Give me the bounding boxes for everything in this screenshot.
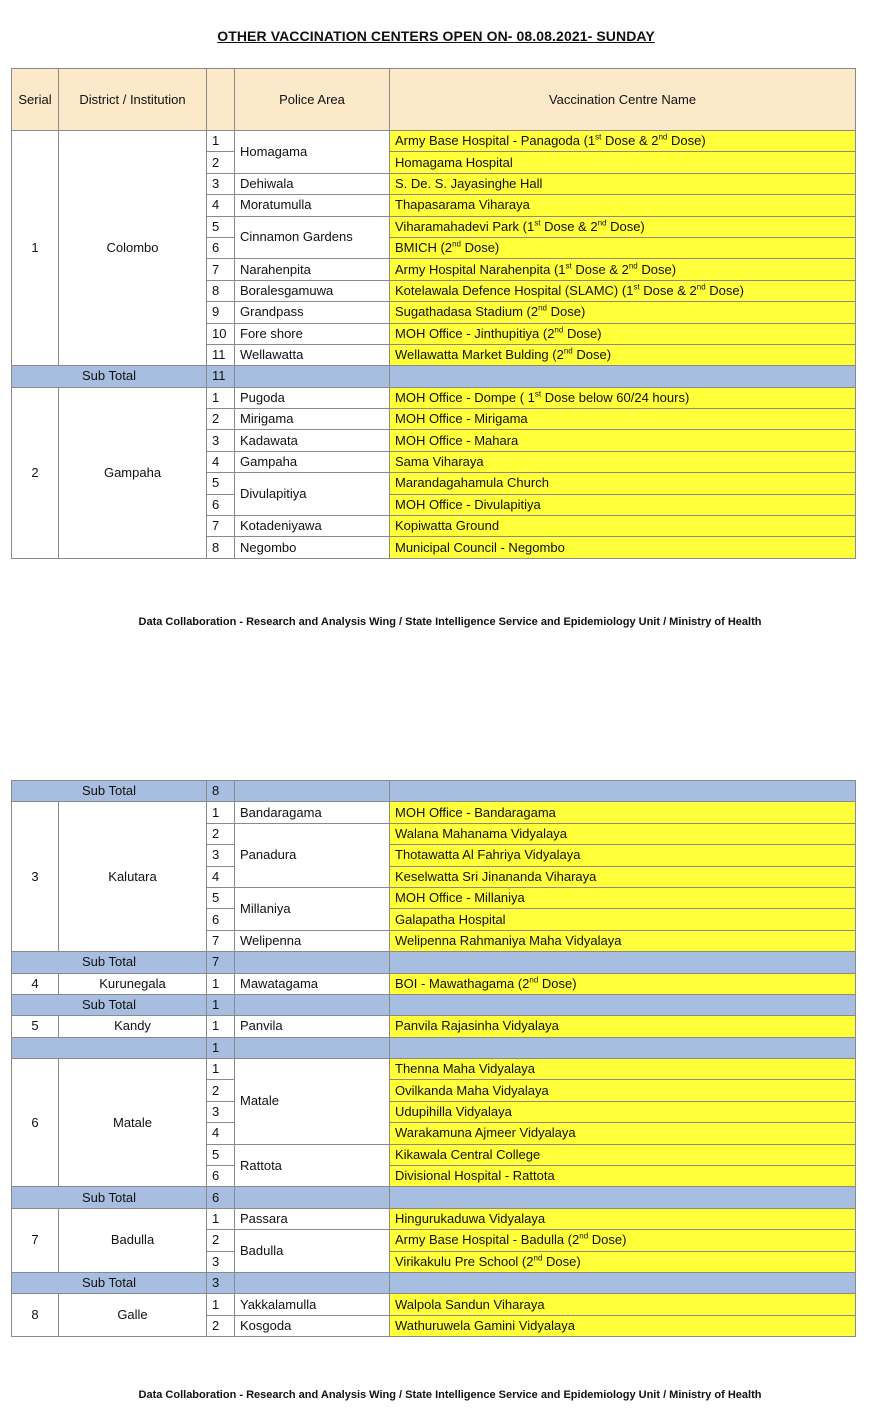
sub-total-label: Sub Total [12, 1272, 207, 1293]
centre-name-text: Hingurukaduwa Vidyalaya [395, 1211, 546, 1226]
row-number: 2 [207, 1080, 235, 1101]
centre-name-cell [390, 152, 856, 173]
sub-total-row [12, 1187, 856, 1208]
police-area-cell: Wellawatta [235, 344, 390, 365]
centre-name-cell [390, 302, 856, 323]
row-number: 4 [207, 451, 235, 472]
row-number: 2 [207, 152, 235, 173]
police-area-cell: Panadura [235, 823, 390, 887]
police-area-cell: Kadawata [235, 430, 390, 451]
row-number: 6 [207, 237, 235, 258]
sub-total-label: Sub Total [12, 994, 207, 1015]
row-number: 6 [207, 1166, 235, 1187]
row-number: 10 [207, 323, 235, 344]
sub-total-row [12, 781, 856, 802]
footer-credit: Data Collaboration - Research and Analysis Wing / State Intelligence Service and Epidemiology Unit / Ministry of Health [138, 1389, 762, 1401]
serial-cell: 4 [12, 973, 59, 994]
centre-name-text: MOH Office - Mirigama [395, 411, 528, 427]
row-number: 5 [207, 216, 235, 237]
row-number: 7 [207, 259, 235, 280]
centre-name-cell [390, 1294, 856, 1315]
centre-name-text: Walana Mahanama Vidyalaya [395, 825, 567, 841]
centre-name-text: MOH Office - Bandaragama [395, 804, 556, 820]
centre-name-text: Walpola Sandun Viharaya [395, 1296, 545, 1312]
header-centre-name: Vaccination Centre Name [390, 69, 856, 131]
centre-name-cell [390, 237, 856, 258]
row-number: 1 [207, 387, 235, 408]
centre-name-text: Divisional Hospital - Rattota [395, 1168, 555, 1184]
centre-name-cell [390, 409, 856, 430]
centre-name-text: Panvila Rajasinha Vidyalaya [395, 1018, 559, 1034]
sub-total-value: 8 [207, 781, 235, 802]
centre-name-text: Kopiwatta Ground [395, 518, 500, 534]
police-area-cell: Boralesgamuwa [235, 280, 390, 301]
centre-name-cell [390, 344, 856, 365]
sub-total-value: 11 [207, 366, 235, 387]
centre-name-text: Marandagahamula Church [395, 475, 549, 491]
centre-name-text: Kikawala Central College [395, 1146, 541, 1162]
row-number: 5 [207, 473, 235, 494]
serial-cell: 3 [12, 802, 59, 952]
police-area-cell: Divulapitiya [235, 473, 390, 516]
centre-name-cell [390, 131, 856, 152]
district-cell: Gampaha [59, 387, 207, 558]
table-row [12, 973, 856, 994]
centre-name-text: Keselwatta Sri Jinananda Viharaya [395, 868, 597, 884]
row-number: 1 [207, 1059, 235, 1080]
row-number: 8 [207, 280, 235, 301]
police-area-cell: Dehiwala [235, 173, 390, 194]
centre-name-cell [390, 973, 856, 994]
centre-name-text: Thotawatta Al Fahriya Vidyalaya [395, 847, 581, 863]
row-number: 3 [207, 1101, 235, 1122]
police-area-cell: Rattota [235, 1144, 390, 1187]
centre-name-text: Ovilkanda Maha Vidyalaya [395, 1082, 549, 1098]
sub-total-value: 3 [207, 1272, 235, 1293]
police-area-cell: Kosgoda [235, 1315, 390, 1336]
header-police-area: Police Area [235, 69, 390, 131]
row-number: 1 [207, 973, 235, 994]
sub-total-row [12, 1272, 856, 1293]
header-district: District / Institution [59, 69, 207, 131]
police-area-cell: Panvila [235, 1016, 390, 1037]
centre-name-text: BMICH (2nd Dose) [395, 239, 500, 256]
row-number: 5 [207, 1144, 235, 1165]
centre-name-text: Army Hospital Narahenpita (1st Dose & 2nd Dose) [395, 261, 677, 277]
centre-name-cell [390, 1166, 856, 1187]
police-area-cell: Kotadeniyawa [235, 516, 390, 537]
police-area-cell: Millaniya [235, 887, 390, 930]
centre-name-cell [390, 1059, 856, 1080]
sub-total-label: Sub Total [12, 366, 207, 387]
police-area-cell: Badulla [235, 1230, 390, 1273]
district-cell: Kalutara [59, 802, 207, 952]
centre-name-cell [390, 1123, 856, 1144]
row-number: 1 [207, 1016, 235, 1037]
row-number: 3 [207, 430, 235, 451]
centre-name-text: Army Base Hospital - Badulla (2nd Dose) [395, 1232, 627, 1248]
police-area-cell: Pugoda [235, 387, 390, 408]
centre-name-cell [390, 173, 856, 194]
centre-name-cell [390, 216, 856, 237]
police-area-cell: Negombo [235, 537, 390, 558]
row-number: 2 [207, 823, 235, 844]
centre-name-text: Viharamahadevi Park (1st Dose & 2nd Dose) [395, 218, 645, 234]
centre-name-text: BOI - Mawathagama (2nd Dose) [395, 975, 577, 991]
district-cell: Kurunegala [59, 973, 207, 994]
row-number: 2 [207, 1230, 235, 1251]
sub-total-row [12, 366, 856, 387]
centre-name-text: Wathuruwela Gamini Vidyalaya [395, 1317, 575, 1333]
centre-name-text: Virikakulu Pre School (2nd Dose) [395, 1253, 581, 1269]
centre-name-text: Wellawatta Market Bulding (2nd Dose) [395, 346, 612, 363]
police-area-cell: Moratumulla [235, 195, 390, 216]
row-number: 4 [207, 866, 235, 887]
centre-name-cell [390, 387, 856, 408]
serial-cell: 8 [12, 1294, 59, 1337]
table-row [12, 1016, 856, 1037]
centre-name-cell [390, 1208, 856, 1229]
sub-total-row [12, 952, 856, 973]
vaccination-table-page-1 [11, 68, 856, 559]
centre-name-text: Municipal Council - Negombo [395, 539, 565, 555]
row-number: 2 [207, 409, 235, 430]
centre-name-text: Army Base Hospital - Panagoda (1st Dose & 2nd Dose) [395, 132, 706, 149]
centre-name-cell [390, 909, 856, 930]
row-number: 3 [207, 173, 235, 194]
table-row [12, 1059, 856, 1080]
row-number: 1 [207, 1208, 235, 1229]
centre-name-text: Sugathadasa Stadium (2nd Dose) [395, 303, 586, 320]
serial-cell: 1 [12, 131, 59, 366]
serial-cell: 2 [12, 387, 59, 558]
table-row [12, 387, 856, 408]
district-cell: Colombo [59, 131, 207, 366]
page-title: OTHER VACCINATION CENTERS OPEN ON- 08.08.2021- SUNDAY [217, 28, 655, 44]
centre-name-cell [390, 930, 856, 951]
centre-name-text: Sama Viharaya [395, 454, 484, 470]
row-number: 3 [207, 1251, 235, 1272]
footer-credit: Data Collaboration - Research and Analysis Wing / State Intelligence Service and Epidemiology Unit / Ministry of Health [138, 616, 762, 628]
centre-name-text: Homagama Hospital [395, 154, 513, 170]
centre-name-text: Welipenna Rahmaniya Maha Vidyalaya [395, 932, 622, 948]
table-row [12, 1208, 856, 1229]
centre-name-cell [390, 1016, 856, 1037]
centre-name-cell [390, 473, 856, 494]
sub-total-label: Sub Total [12, 952, 207, 973]
sub-total-value: 1 [207, 1037, 235, 1058]
centre-name-cell [390, 887, 856, 908]
police-area-cell: Narahenpita [235, 259, 390, 280]
police-area-cell: Grandpass [235, 302, 390, 323]
table-row [12, 131, 856, 152]
police-area-cell: Bandaragama [235, 802, 390, 823]
table-row [12, 802, 856, 823]
row-number: 4 [207, 195, 235, 216]
centre-name-cell [390, 802, 856, 823]
police-area-cell: Passara [235, 1208, 390, 1229]
sub-total-row [12, 1037, 856, 1058]
centre-name-cell [390, 323, 856, 344]
centre-name-text: Kotelawala Defence Hospital (SLAMC) (1st Dose & 2nd Dose) [395, 282, 744, 298]
centre-name-text: MOH Office - Mahara [395, 432, 519, 448]
centre-name-cell [390, 1315, 856, 1336]
centre-name-text: MOH Office - Millaniya [395, 890, 525, 906]
centre-name-text: Thenna Maha Vidyalaya [395, 1061, 535, 1077]
serial-cell: 7 [12, 1208, 59, 1272]
police-area-cell: Matale [235, 1059, 390, 1145]
row-number: 3 [207, 845, 235, 866]
row-number: 8 [207, 537, 235, 558]
sub-total-label: Sub Total [12, 1187, 207, 1208]
centre-name-cell [390, 823, 856, 844]
centre-name-cell [390, 1251, 856, 1272]
sub-total-value: 1 [207, 994, 235, 1015]
table-row [12, 1294, 856, 1315]
centre-name-cell [390, 1144, 856, 1165]
row-number: 4 [207, 1123, 235, 1144]
centre-name-text: MOH Office - Dompe ( 1st Dose below 60/24 hours) [395, 389, 690, 405]
police-area-cell: Mirigama [235, 409, 390, 430]
centre-name-cell [390, 280, 856, 301]
row-number: 6 [207, 909, 235, 930]
serial-cell: 5 [12, 1016, 59, 1037]
district-cell: Galle [59, 1294, 207, 1337]
header-serial: Serial [12, 69, 59, 131]
row-number: 7 [207, 516, 235, 537]
sub-total-row [12, 994, 856, 1015]
row-number: 1 [207, 1294, 235, 1315]
police-area-cell: Mawatagama [235, 973, 390, 994]
district-cell: Badulla [59, 1208, 207, 1272]
centre-name-text: Thapasarama Viharaya [395, 197, 530, 213]
centre-name-cell [390, 195, 856, 216]
centre-name-cell [390, 1080, 856, 1101]
police-area-cell: Fore shore [235, 323, 390, 344]
row-number: 2 [207, 1315, 235, 1336]
centre-name-cell [390, 1230, 856, 1251]
row-number: 7 [207, 930, 235, 951]
row-number: 9 [207, 302, 235, 323]
police-area-cell: Yakkalamulla [235, 1294, 390, 1315]
row-number: 6 [207, 494, 235, 515]
centre-name-text: Warakamuna Ajmeer Vidyalaya [395, 1125, 576, 1141]
centre-name-text: MOH Office - Jinthupitiya (2nd Dose) [395, 325, 602, 341]
centre-name-cell [390, 1101, 856, 1122]
centre-name-text: S. De. S. Jayasinghe Hall [395, 175, 543, 191]
row-number: 1 [207, 802, 235, 823]
sub-total-value: 6 [207, 1187, 235, 1208]
centre-name-cell [390, 430, 856, 451]
centre-name-text: Galapatha Hospital [395, 911, 506, 927]
district-cell: Kandy [59, 1016, 207, 1037]
header-row [12, 69, 856, 131]
centre-name-cell [390, 451, 856, 472]
header-blank [207, 69, 235, 131]
centre-name-text: MOH Office - Divulapitiya [395, 496, 541, 512]
centre-name-text: Udupihilla Vidyalaya [395, 1104, 512, 1120]
row-number: 1 [207, 131, 235, 152]
centre-name-cell [390, 845, 856, 866]
police-area-cell: Cinnamon Gardens [235, 216, 390, 259]
centre-name-cell [390, 494, 856, 515]
row-number: 5 [207, 887, 235, 908]
police-area-cell: Welipenna [235, 930, 390, 951]
row-number: 11 [207, 344, 235, 365]
police-area-cell: Gampaha [235, 451, 390, 472]
vaccination-table-page-2 [11, 780, 856, 1337]
sub-total-label-empty [12, 1037, 207, 1058]
centre-name-cell [390, 259, 856, 280]
serial-cell: 6 [12, 1059, 59, 1187]
district-cell: Matale [59, 1059, 207, 1187]
centre-name-cell [390, 537, 856, 558]
police-area-cell: Homagama [235, 131, 390, 174]
centre-name-cell [390, 516, 856, 537]
sub-total-label: Sub Total [12, 781, 207, 802]
centre-name-cell [390, 866, 856, 887]
sub-total-value: 7 [207, 952, 235, 973]
